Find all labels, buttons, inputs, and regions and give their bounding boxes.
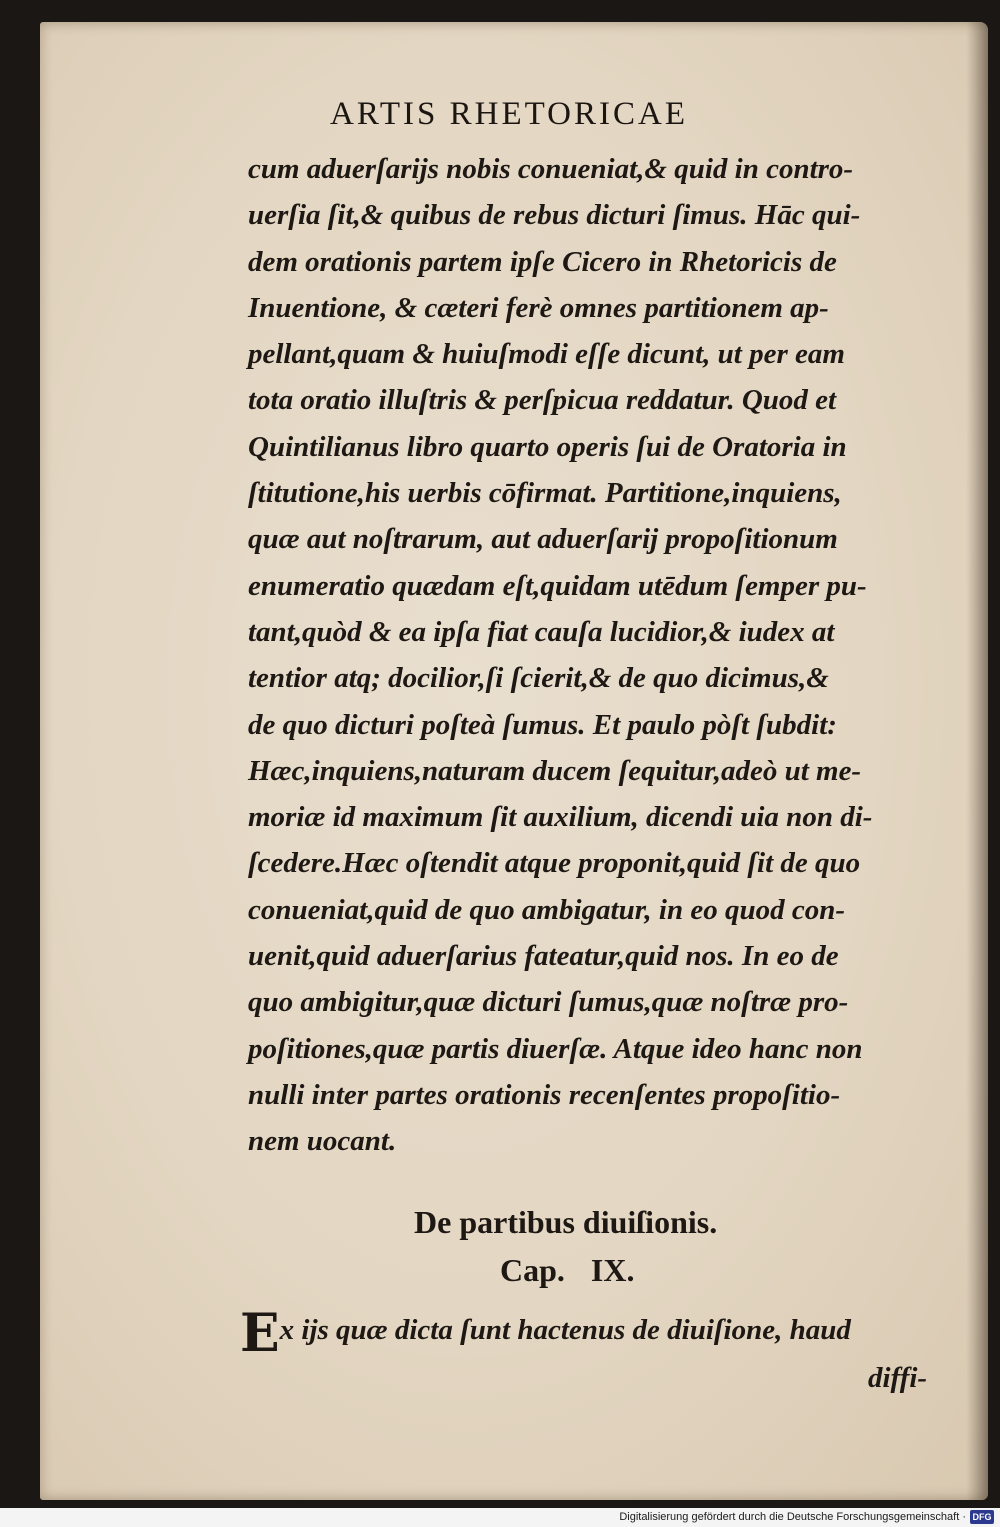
initial-letter: E [240, 1303, 280, 1364]
text-line: ſcedere.Hæc oſtendit atque proponit,quid ſit de quo [248, 847, 861, 880]
opening-line-text: x ijs quæ dicta ſunt hactenus de diuiſione, haud [279, 1314, 851, 1346]
text-line: moriæ id maximum ſit auxilium, dicendi uia non di- [248, 801, 873, 834]
dfg-logo-icon: DFG [970, 1510, 994, 1524]
text-line: conueniat,quid de quo ambigatur, in eo quod con- [248, 893, 846, 926]
chapter-number: Cap. IX. [500, 1252, 635, 1288]
text-line: Quintilianus libro quarto operis ſui de Oratoria in [248, 430, 847, 463]
text-line: dem orationis partem ipſe Cicero in Rhetoricis de [248, 245, 837, 278]
chapter-title: De partibus diuiſionis. [414, 1204, 718, 1240]
text-line: tant,quòd & ea ipſa fiat cauſa lucidior,& iudex at [248, 615, 835, 648]
running-head: ARTIS RHETORICAE [330, 96, 689, 132]
text-line: pellant,quam & huiuſmodi eſſe dicunt, ut per eam [248, 338, 845, 371]
body-text [248, 146, 964, 1165]
text-line: nulli inter partes orationis recenſentes propoſitio- [248, 1078, 841, 1111]
text-line: de quo dicturi poſteà ſumus. Et paulo pòſt ſubdit: [248, 708, 837, 741]
text-line: quo ambigitur,quæ dicturi ſumus,quæ noſtræ pro- [248, 986, 849, 1019]
text-line: poſitiones,quæ partis diuerſæ. Atque ideo hanc non [248, 1032, 863, 1065]
page-edge-shadow [966, 22, 988, 1500]
text-line: uerſia ſit,& quibus de rebus dicturi ſimus. Hāc qui- [248, 199, 861, 232]
text-line: nem uocant. [248, 1125, 397, 1158]
text-line: ſtitutione,his uerbis cōfirmat. Partitione,inquiens, [248, 477, 842, 510]
funding-notice: Digitalisierung gefördert durch die Deutsche Forschungsgemeinschaft · [619, 1511, 966, 1523]
text-line: tota oratio illuſtris & perſpicua reddatur. Quod et [248, 384, 837, 417]
text-line: uenit,quid aduerſarius fateatur,quid nos. In eo de [248, 940, 839, 973]
text-line: Hæc,inquiens,naturam ducem ſequitur,adeò ut me- [248, 754, 862, 787]
chapter-opening-line [240, 1303, 970, 1364]
text-line: tentior atq; docilior,ſi ſcierit,& de quo dicimus,& [248, 662, 829, 695]
text-line: Inuentione, & cæteri ferè omnes partitionem ap- [248, 291, 829, 324]
text-line: enumeratio quædam eſt,quidam utēdum ſemper pu- [248, 569, 867, 602]
text-line: cum aduerſarijs nobis conueniat,& quid in contro- [248, 153, 854, 185]
text-line: quæ aut noſtrarum, aut aduerſarij propoſitionum [248, 523, 838, 556]
catchword: diffi- [868, 1362, 928, 1394]
